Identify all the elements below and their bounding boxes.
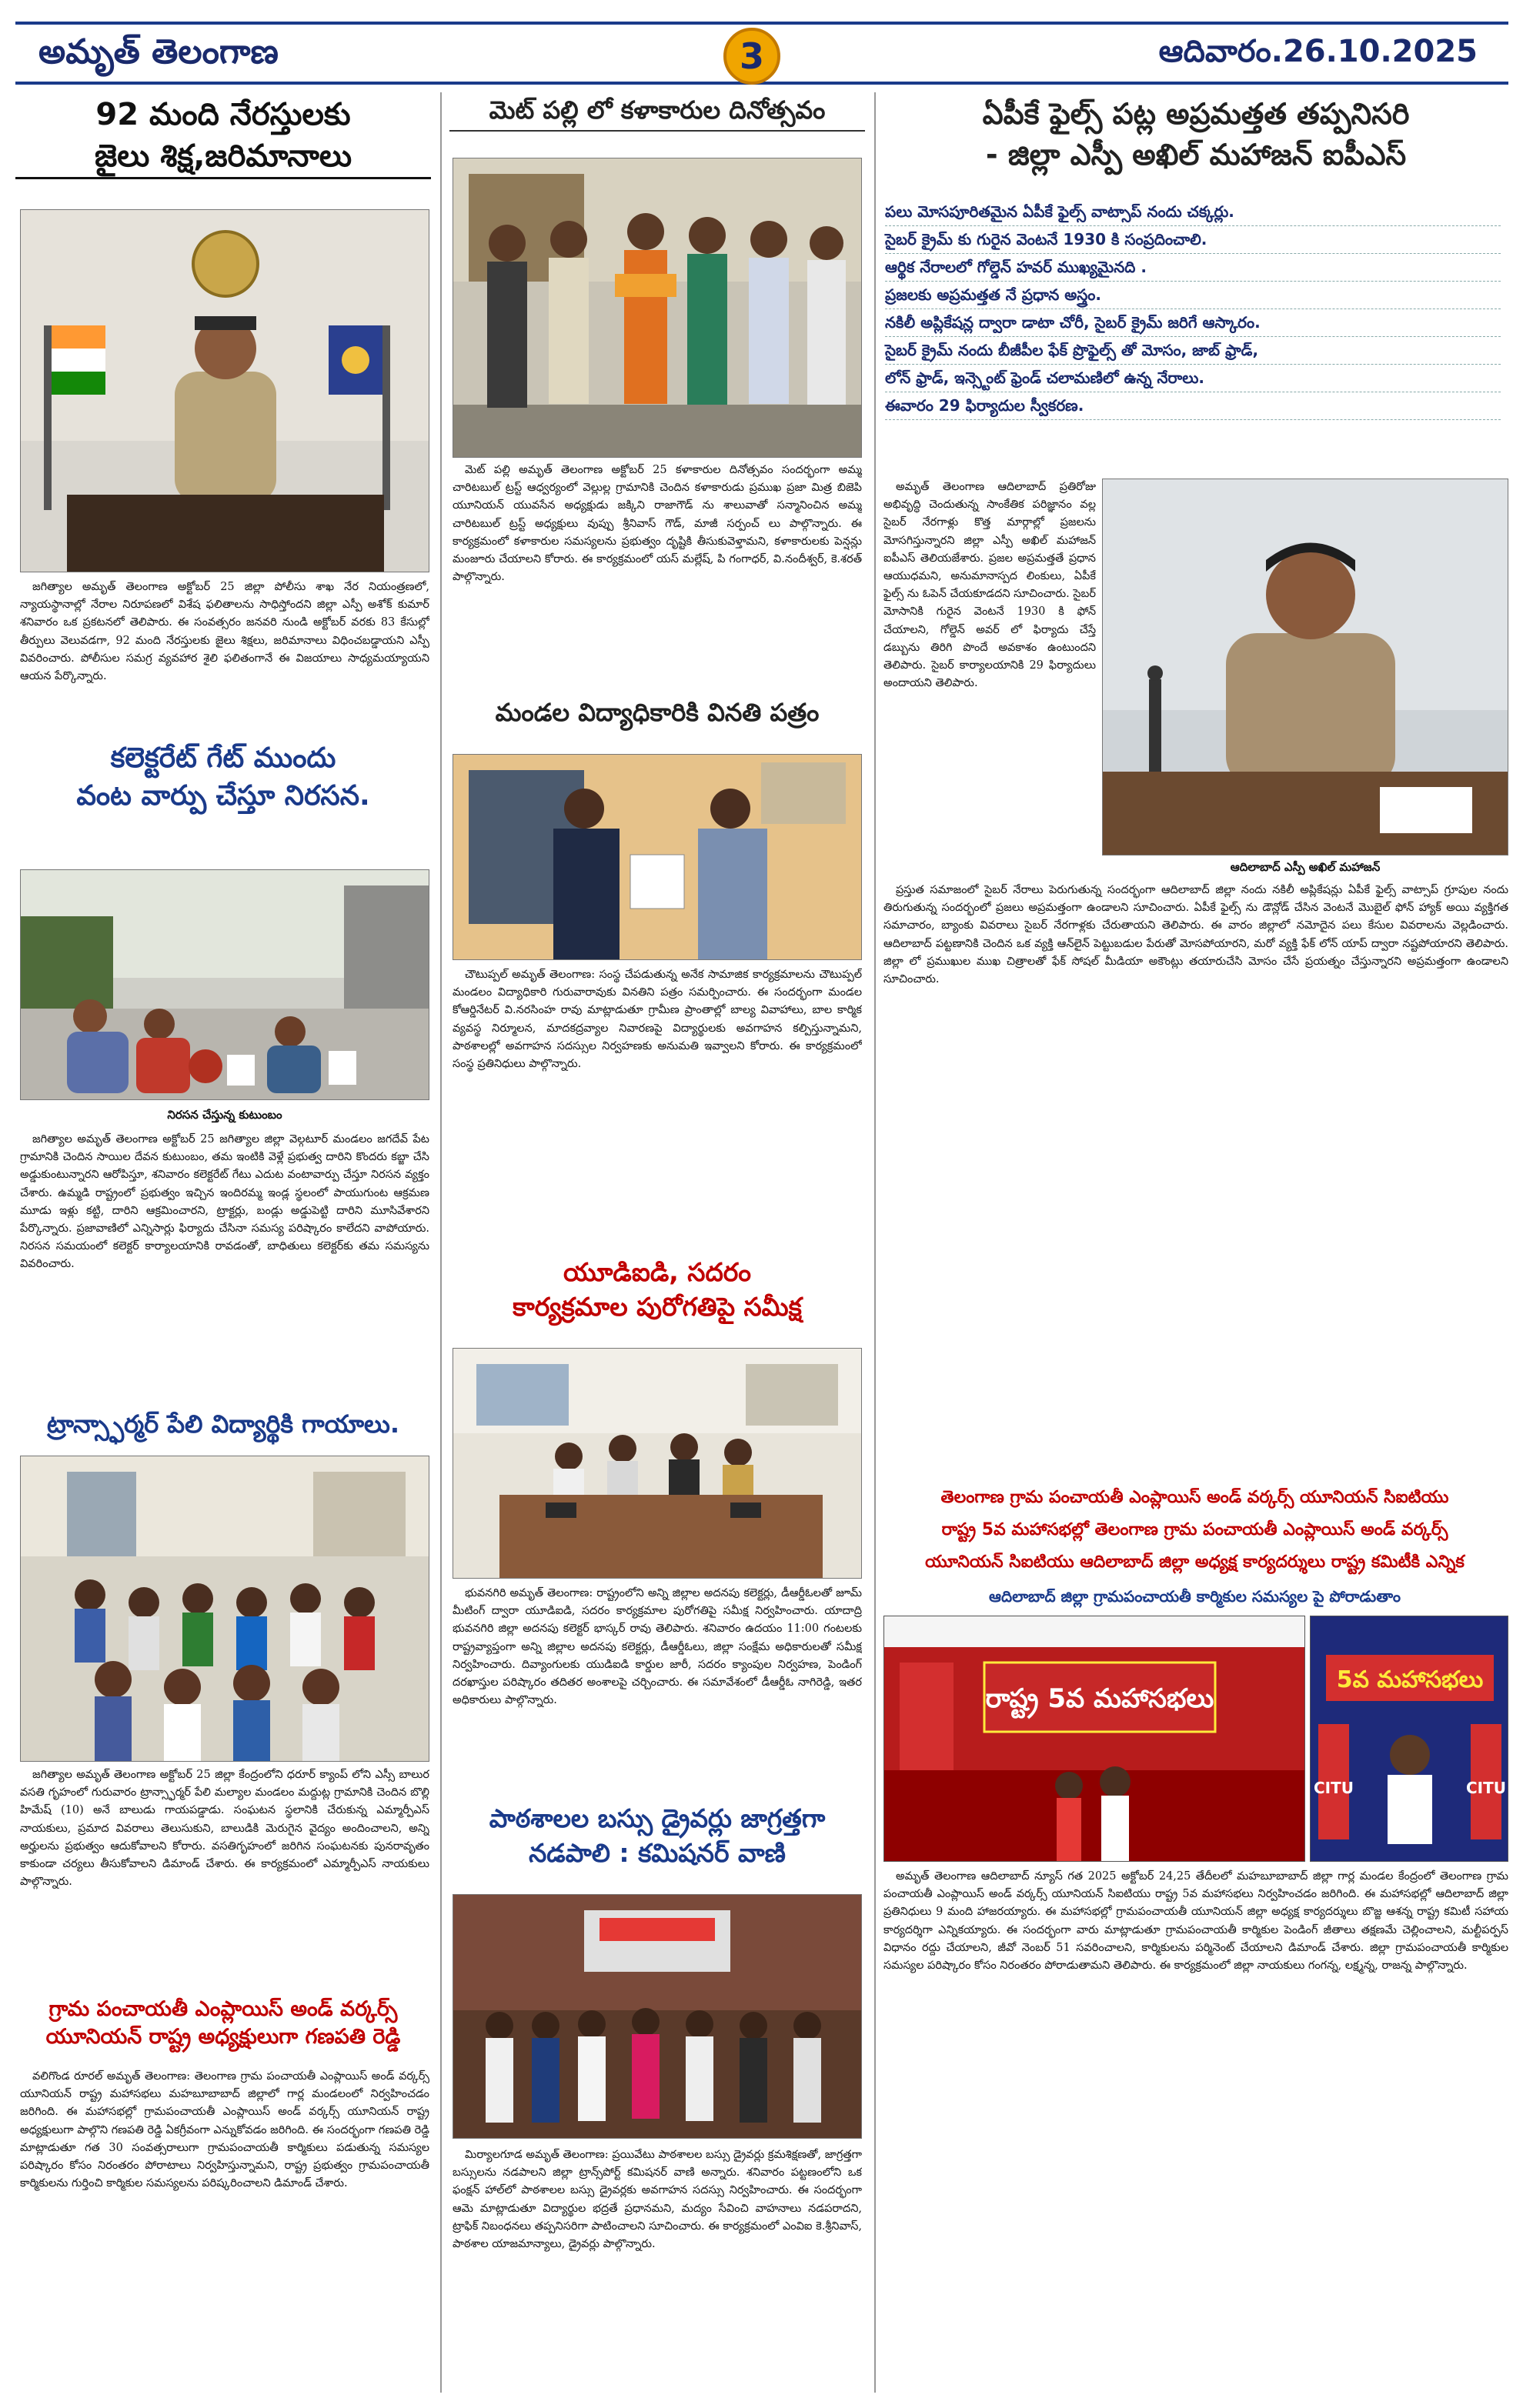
bullet-item: నకిలీ అప్లికేషన్ల ద్వారా డాటా చోరీ, సైబర్ క్రైమ్ జరిగే ఆస్కారం. xyxy=(885,309,1501,337)
protest-photo xyxy=(20,869,429,1100)
col3-lead-body-left: అమృత్ తెలంగాణ ఆదిలాబాద్ ప్రతిరోజు అభివృద్ధి చెందుతున్న సాంకేతిక పరిజ్ఞానం వల్ల సైబర్ నేరగాళ్లు కొత్త మార్గాల్లో ప్రజలను మోసగిస్తున్నారని జిల్లా ఎస్పీ అఖిల్ మహాజన్ ఐపీఎస్ తెలియజేశారు. ప్రజల అప్రమత్తతే ప్రధాన ఆయుధమని, అనుమానాస్పద లింకులు, ఏపీకే ఫైల్స్ ను ఓపెన్ చేయకూడదని సూచించారు. సైబర్ మోసానికి గురైన వెంటనే 1930 కి ఫోన్ చేయాలని, గోల్డెన్ అవర్ లో ఫిర్యాదు చేస్తే డబ్బును తిరిగి పొందే అవకాశం ఉంటుందని తెలిపారు. సైబర్ కార్యాలయానికి 29 ఫిర్యాదులు అందాయని తెలిపారు. xyxy=(883,481,1096,690)
col1-story4-body: వలిగొండ రూరల్ అమృత్ తెలంగాణ: తెలంగాణ గ్రామ పంచాయతీ ఎంప్లాయిస్ అండ్ వర్కర్స్ యూనియన్ రాష్ట్ర మహాసభలు మహబూబాబాద్ జిల్లాలో గార్ల మండలంలో నిర్వహించడం జరిగింది. ఈ మహాసభల్లో గ్రామపంచాయతీ ఎంప్లాయిస్ అండ్ వర్కర్స్ యూనియన్ రాష్ట్ర అధ్యక్షులుగా పాల్గొని గణపతి రెడ్డి ఏకగ్రీవంగా ఎన్నుకోవడం జరిగింది. ఈ సందర్భంగా గణపతి రెడ్డి మాట్లాడుతూ గత 30 సంవత్సరాలుగా గ్రామపంచాయతీ కార్మికులు పడుతున్న సమస్యల పరిష్కారం కోసం నిరంతరం పోరాటాలు నిర్వహిస్తున్నామని, రాష్ట్ర ప్రభుత్వం గ్రామపంచాయతీ కార్మికులను గుర్తించి కార్మికుల సమస్యలను పరిష్కరించాలని డిమాండ్ చేశారు. xyxy=(20,2070,429,2190)
union-banner-line2: రాష్ట్ర 5వ మహాసభల్లో తెలంగాణ గ్రామ పంచాయతీ ఎంప్లాయిస్ అండ్ వర్కర్స్ xyxy=(941,1520,1448,1539)
col2-story3-body: భువనగిరి అమృత్ తెలంగాణ: రాష్ట్రంలోని అన్ని జిల్లాల అదనపు కలెక్టర్లు, డీఆర్డీఓలతో జూమ్ మీటింగ్ ద్వారా యూడిఐడి, సదరం కార్యక్రమాల పురోగతిపై సమీక్ష నిర్వహించారు. యాదాద్రి భువనగిరి జిల్లా అదనపు కలెక్టర్ భాస్కర్ రావు తెలిపారు. శనివారం ఉదయం 11:00 గంటలకు రాష్ట్రవ్యాప్తంగా అన్ని జిల్లాల అదనపు కలెక్టర్లు, డీఆర్డీఓలు, జిల్లా సంక్షేమ అధికారులతో సమీక్ష నిర్వహించారు. దివ్యాంగులకు యుడిఐడి కార్డుల జారీ, సదరం క్యాంపుల నిర్వహణ, పెండింగ్ దరఖాస్తుల పరిష్కారం తదితర అంశాలపై చర్చించారు. ఈ సమావేశంలో డీఆర్డీఓ నాగిరెడ్డి, ఇతర అధికారులు పాల్గొన్నారు. xyxy=(453,1587,862,1707)
col2-story3-headline xyxy=(449,1256,865,1324)
union-conference-photo xyxy=(883,1616,1305,1862)
artists-day-photo xyxy=(453,158,862,458)
col2-story2-body: చౌటుప్పల్ అమృత్ తెలంగాణ: సంస్థ చేపడుతున్న అనేక సామాజిక కార్యక్రమాలను చౌటుప్పల్ మండలం విద్యాధికారి గురువారావుకు వినతిని పత్రం సమర్పించారు. ఈ సందర్భంగా మండల కోఆర్డినేటర్ వి.నరసింహ రావు మాట్లాడుతూ గ్రామీణ ప్రాంతాల్లో బాల్య వివాహాలు, బాల కార్మిక వ్యవస్థ నిర్మూలన, మాదకద్రవ్యాల నివారణపై విద్యార్థులకు అవగాహన కల్పిస్తున్నామని, పాఠశాలల్లో అవగాహన సదస్సుల నిర్వహణకు అనుమతి ఇవ్వాలని కోరారు. ఈ కార్యక్రమంలో సంస్థ ప్రతినిధులు పాల్గొన్నారు. xyxy=(453,969,862,1070)
poster-org-right: CITU xyxy=(1465,1779,1507,1797)
col3-lead-body-full: ప్రస్తుత సమాజంలో సైబర్ నేరాలు పెరుగుతున్న సందర్భంగా ఆదిలాబాద్ జిల్లా నందు నకిలీ అప్లికేషన్లు ఏపీకే ఫైల్స్ వాట్సాప్ గ్రూపుల నందు తిరుగుతున్న సందర్భంలో ప్రజలు అప్రమత్తంగా ఉండాలని సూచించారు. ఏపీకే ఫైల్స్ ను డౌన్లోడ్ చేసిన వెంటనే మొబైల్ ఫోన్ హ్యాక్ అయి వ్యక్తిగత సమాచారం, బ్యాంకు వివరాలు సైబర్ నేరగాళ్లకు చేరుతాయని తెలిపారు. ఈ వారం జిల్లాలో నమోదైన పలు కేసుల వివరాలను వెల్లడించారు. ఆదిలాబాద్ పట్టణానికి చెందిన ఒక వ్యక్తి ఆన్‌లైన్ పెట్టుబడుల పేరుతో మోసపోయారని, మరో వ్యక్తి ఫేక్ లోన్ యాప్ ద్వారా నష్టపోయారని తెలిపారు. జిల్లా లో ప్రముఖుల ముఖ చిత్రాలతో ఫేక్ సోషల్ మీడియా అకౌంట్లు తయారుచేసి మోసం చేసే ప్రయత్నం చేస్తున్నారని అప్రమత్తంగా ఉండాలని సూచించారు. xyxy=(883,884,1508,986)
poster-title: 5వ మహాసభలు xyxy=(1336,1666,1484,1693)
headline-line: నడపాలి : కమిషనర్ వాణి xyxy=(529,1837,786,1868)
column-divider xyxy=(440,92,442,2393)
protest-photo-caption: నిరసన చేస్తున్న కుటుంబం xyxy=(167,1108,282,1122)
col2-story1-headline: మెట్ పల్లి లో కళాకారుల దినోత్సవం xyxy=(449,94,865,132)
masthead xyxy=(15,22,1508,85)
col1-story2-body: జగిత్యాల అమృత్ తెలంగాణ అక్టోబర్ 25 జగిత్యాల జిల్లా వెల్గటూర్ మండలం జగదేవ్ పేట గ్రామానికి చెందిన సాయిల దేవన కుటుంబం, తమ ఇంటికి వెళ్లే ప్రభుత్వ దారిని కొందరు కబ్జా చేసి అడ్డుకుంటున్నారని ఆరోపిస్తూ, శనివారం కలెక్టరేట్ గేటు ఎదుట వంటావార్పు చేస్తూ నిరసన వ్యక్తం చేశారు. ఉమ్మడి రాష్ట్రంలో ప్రభుత్వం ఇచ్చిన ఇందిరమ్మ ఇండ్ల స్థలంలో పాయుగుంట ఆక్రమణ మూడు ఇళ్లు కట్టి, దారిని ఆక్రమించారని, ట్రాక్టర్లు, బండ్లు అడ్డుపెట్టి దారిని మూసివేశారని పేర్కొన్నారు. ప్రజావాణిలో ఎన్నిసార్లు ఫిర్యాదు చేసినా సమస్య పరిష్కారం కాలేదని వాపోయారు. నిరసన సమయంలో కలెక్టర్ కార్యాలయానికి రావడంతో, బాధితులు కలెక్టర్‌కు తమ సమస్యను వివరించారు. xyxy=(20,1133,429,1271)
col1-story2-headline xyxy=(15,740,431,815)
col1-story3-body: జగిత్యాల అమృత్ తెలంగాణ అక్టోబర్ 25 జిల్లా కేంద్రంలోని ధరూర్ క్యాంప్ లోని ఎస్సీ బాలుర వసతి గృహంలో గురువారం ట్రాన్స్ఫార్మర్ పేలి మల్యాల మండలం మద్దుట్ల గ్రామానికి చెందిన బొల్లి హిమేష్ (10) అనే బాలుడు గాయపడ్డాడు. సంఘటన స్థలానికి చేరుకున్న ఎమ్మార్పీఎస్ నాయకులు, ప్రమాద వివరాలు తెలుసుకుని, బాలుడికి మెరుగైన వైద్యం అందించాలని, అన్ని అర్హులను ప్రభుత్వం ఆదుకోవాలని కోరారు. వసతిగృహంలో జరిగిన సంఘటనకు పునరావృతం కాకుండా చర్యలు తీసుకోవాలని డిమాండ్ చేశారు. ఈ కార్యక్రమంలో ఎమ్మార్పీఎస్ నాయకులు పాల్గొన్నారు. xyxy=(20,1769,429,1889)
column-divider xyxy=(874,92,876,2393)
bullet-item: సైబర్ క్రైమ్ నందు బీజీపీల ఫేక్ ప్రొఫైల్స్ తో మోసం, జాబ్ ఫ్రాడ్, xyxy=(885,337,1501,365)
sp-office-photo xyxy=(20,209,429,572)
headline-line: యూడిఐడి, సదరం xyxy=(563,1257,752,1287)
col1-story4-headline xyxy=(15,1996,431,2052)
masthead-date: ఆదివారం.26.10.2025 xyxy=(1158,34,1478,69)
headline-line: యూనియన్ రాష్ట్ర అధ్యక్షులుగా గణపతి రెడ్డి xyxy=(45,2025,401,2049)
headline-line: జైలు శిక్ష,జరిమానాలు xyxy=(15,135,431,179)
bullet-item: ఈవారం 29 ఫిర్యాదుల స్వీకరణ. xyxy=(885,392,1501,420)
union-banner-line1: తెలంగాణ గ్రామ పంచాయతీ ఎంప్లాయిస్ అండ్ వర్కర్స్ యూనియన్ సిఐటియు xyxy=(940,1488,1449,1507)
union-banner-line3: యూనియన్ సిఐటియు ఆదిలాబాద్ జిల్లా అధ్యక్ష కార్యదర్శులు రాష్ట్ర కమిటీకి ఎన్నిక xyxy=(925,1553,1465,1572)
col1-story3-headline: ట్రాన్స్ఫార్మర్ పేలి విద్యార్థికి గాయాలు. xyxy=(47,1409,399,1439)
union-poster xyxy=(1310,1616,1508,1862)
bullet-item: పలు మోసపూరితమైన ఏపీకే ఫైల్స్ వాట్సాప్ నందు చక్కర్లు. xyxy=(885,198,1501,226)
headline-line: కలెక్టరేట్ గేట్ ముందు xyxy=(110,742,336,774)
sp-photo-caption: ఆదిలాబాద్ ఎస్పీ అఖిల్ మహాజన్ xyxy=(1230,860,1381,874)
headline-line: గ్రామ పంచాయతీ ఎంప్లాయిస్ అండ్ వర్కర్స్ xyxy=(48,1997,398,2021)
bullet-item: ప్రజలకు అప్రమత్తత నే ప్రధాన అస్త్రం. xyxy=(885,282,1501,309)
poster-org-left: CITU xyxy=(1313,1779,1354,1797)
masthead-title: అమృత్ తెలంగాణ xyxy=(38,32,279,72)
review-meeting-photo xyxy=(453,1348,862,1579)
col2-story4-headline xyxy=(449,1802,865,1870)
bullet-item: ఆర్థిక నేరాలలో గోల్డెన్ హవర్ ముఖ్యమైనది . xyxy=(885,254,1501,282)
bullet-item: సైబర్ క్రైమ్ కు గురైన వెంటనే 1930 కి సంప్రదించాలి. xyxy=(885,226,1501,254)
headline-line: ఏపీకే ఫైల్స్ పట్ల అప్రమత్తత తప్పనిసరి xyxy=(982,97,1410,131)
headline-line: - జిల్లా ఎస్పీ అఖిల్ మహాజన్ ఐపీఎస్ xyxy=(985,138,1407,172)
col2-story4-body: మిర్యాలగూడ అమృత్ తెలంగాణ: ప్రయివేటు పాఠశాలల బస్సు డ్రైవర్లు క్రమశిక్షణతో, జాగ్రత్తగా బస్సులను నడపాలని జిల్లా ట్రాన్స్‌పోర్ట్ కమిషనర్ వాణి అన్నారు. శనివారం పట్టణంలోని ఒక ఫంక్షన్ హాల్‌లో పాఠశాలల బస్సు డ్రైవర్లకు అవగాహన సదస్సు నిర్వహించారు. ఈ సందర్భంగా ఆమె మాట్లాడుతూ విద్యార్థుల భద్రతే ప్రధానమని, మద్యం సేవించి వాహనాలు నడపరాదని, ట్రాఫిక్ నిబంధనలు తప్పనిసరిగా పాటించాలని సూచించారు. ఈ కార్యక్రమంలో ఎంవిఐ కె.శ్రీనివాస్, పాఠశాల యాజమాన్యాలు, డ్రైవర్లు పాల్గొన్నారు. xyxy=(453,2149,862,2250)
cyber-crime-bullet-list xyxy=(885,198,1501,420)
col1-story1-body: జగిత్యాల అమృత్ తెలంగాణ అక్టోబర్ 25 జిల్లా పోలీసు శాఖ నేర నియంత్రణలో, న్యాయస్థానాల్లో నేరాల నిరూపణలో విశేష ఫలితాలను సాధిస్తోందని జిల్లా ఎస్పీ అశోక్ కుమార్ శనివారం ఒక ప్రకటనలో తెలిపారు. ఈ సంవత్సరం జనవరి నుండి అక్టోబర్ వరకు 83 కేసుల్లో తీర్పులు వెలువడగా, 92 మంది నేరస్తులకు జైలు శిక్షలు, జరిమానాలు విధించబడ్డాయని ఎస్పీ వివరించారు. పోలీసుల సమగ్ర వ్యవహార శైలి ఫలితంగానే ఈ విజయాలు సాధ్యమయ్యాయని ఆయన పేర్కొన్నారు. xyxy=(20,581,429,682)
sp-akhil-mahajan-photo xyxy=(1102,479,1508,855)
headline-line: కార్యక్రమాల పురోగతిపై సమీక్ష xyxy=(513,1291,802,1322)
headline-line: వంట వార్పు చేస్తూ నిరసన. xyxy=(76,779,370,812)
col3-union-body: అమృత్ తెలంగాణ ఆదిలాబాద్ న్యూస్ గత 2025 అక్టోబర్ 24,25 తేదీలలో మహబూబాబాద్ జిల్లా గార్ల మండల కేంద్రంలో తెలంగాణ గ్రామ పంచాయతీ ఎంప్లాయిస్ అండ్ వర్కర్స్ యూనియన్ సిఐటియు రాష్ట్ర 5వ మహాసభలు నిర్వహించడం జరిగింది. ఈ మహాసభల్లో ఆదిలాబాద్ జిల్లా ప్రతినిధులు 9 మంది హాజరయ్యారు. ఈ మహాసభల్లో గ్రామపంచాయతీ యూనియన్ జిల్లా అధ్యక్ష కార్యదర్శులు బొజ్జ ఆశన్న రాష్ట్ర కమిటీ సహాయ కార్యదర్శిగా ఎన్నికయ్యారు. ఈ సందర్భంగా వారు మాట్లాడుతూ గ్రామపంచాయతీ కార్మికుల పెండింగ్ జీతాలు తక్షణమే చెల్లించాలని, మల్టీపర్పస్ విధానం రద్దు చేయాలని, జీవో నెంబర్ 51 సవరించాలని, కార్మికులను పర్మినెంట్ చేయాలని డిమాండ్ చేశారు. జిల్లా గ్రామపంచాయతీ కార్మికుల సమస్యల పరిష్కారం కోసం నిరంతరం పోరాడుతామని తెలిపారు. ఈ కార్యక్రమంలో జిల్లా నాయకులు గంగన్న, లక్ష్మన్న, రాజన్న పాల్గొన్నారు. xyxy=(883,1870,1508,1972)
col2-story2-headline: మండల విద్యాధికారికి వినతి పత్రం xyxy=(495,698,820,727)
students-photo xyxy=(20,1456,429,1762)
stage-banner-text: రాష్ట్ర 5వ మహాసభలు xyxy=(985,1683,1214,1714)
bullet-item: లోన్ ఫ్రాడ్, ఇన్స్టెంట్ ఫ్రెండ్ చలామణిలో ఉన్న నేరాలు. xyxy=(885,365,1501,392)
headline-line: పాఠశాలల బస్సు డ్రైవర్లు జాగ్రత్తగా xyxy=(489,1803,826,1833)
headline-line: 92 మంది నేరస్తులకు xyxy=(95,97,351,132)
page-number-badge: 3 xyxy=(723,28,780,85)
bus-drivers-meeting-photo xyxy=(453,1894,862,2139)
col3-lead-headline xyxy=(883,94,1508,175)
petition-photo xyxy=(453,754,862,960)
col2-story1-body: మెట్ పల్లి అమృత్ తెలంగాణ అక్టోబర్ 25 కళాకారుల దినోత్సవం సందర్భంగా అమ్మ చారిటబుల్ ట్రస్ట్ ఆధ్వర్యంలో వెల్లుల్ల గ్రామానికి చెందిన కళాకారుడు ప్రముఖ ప్రజా మిత్ర బిజెపి యూనియన్ యువసేన అధ్యక్షుడు జక్కిని రాజాగౌడ్ ను శాలువాతో సన్మానించిన అమ్మ చారిటబుల్ ట్రస్ట్ అధ్యక్షులు వుప్పు శ్రీనివాస్ గౌడ్, మాజీ సర్పంచ్ లు పాల్గొన్నారు. ఈ కార్యక్రమంలో కళాకారుల సమస్యలను ప్రభుత్వం దృష్టికి తీసుకువెళ్తామని, కళాకారులకు పెన్షన్లు మంజూరు చేయాలని కోరారు. ఈ కార్యక్రమంలో యస్ మల్లేష్, పి గంగాధర్, వి.నందీశ్వర్, కె.శరత్ పాల్గొన్నారు. xyxy=(453,464,862,584)
col1-story1-headline xyxy=(15,94,431,179)
union-subhead: ఆదిలాబాద్ జిల్లా గ్రామపంచాయతీ కార్మికుల సమస్యల పై పోరాడుతాం xyxy=(988,1587,1401,1606)
